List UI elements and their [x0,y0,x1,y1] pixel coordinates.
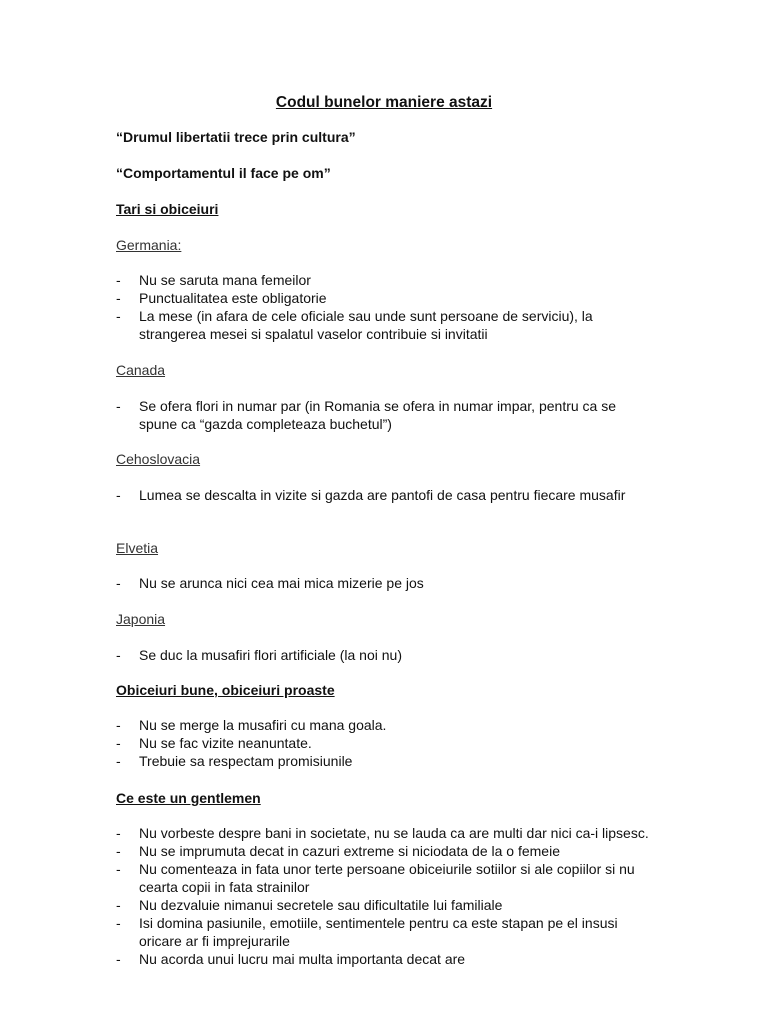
list-item [116,950,676,968]
bullet-dash: - [116,951,121,967]
list-item [116,271,676,289]
bullet-dash: - [116,398,121,414]
list-elvetia [116,574,676,592]
list-item-text: Se duc la musafiri flori artificiale (la noi nu) [139,647,402,663]
list-item [116,860,676,896]
list-item [116,486,676,504]
list-item [116,716,676,734]
list-obiceiuri [116,716,676,770]
bullet-dash: - [116,308,121,324]
list-item [116,307,676,343]
bullet-dash: - [116,735,121,751]
bullet-dash: - [116,575,121,591]
bullet-dash: - [116,487,121,503]
list-item-text: Nu acorda unui lucru mai multa importanta decat are [139,951,466,967]
list-item [116,397,676,433]
list-item [116,574,676,592]
list-item-text: Nu dezvaluie nimanui secretele sau dificultatile lui familiale [139,897,503,913]
country-heading-germania: Germania: [116,237,182,253]
list-item [116,289,676,307]
list-germania [116,271,676,343]
list-item-text: Nu se saruta mana femeilor [139,272,311,288]
list-item [116,824,676,842]
bullet-dash: - [116,290,121,306]
quote-behaviour: “Comportamentul il face pe om” [116,165,331,181]
bullet-dash: - [116,915,121,931]
quote-culture: “Drumul libertatii trece prin cultura” [116,129,356,145]
list-item-text: Nu se arunca nici cea mai mica mizerie pe jos [139,575,424,591]
bullet-dash: - [116,843,121,859]
list-item [116,896,676,914]
list-item-text: Nu se imprumuta decat in cazuri extreme si niciodata de la o femeie [139,843,560,859]
list-item [116,752,676,770]
list-japonia [116,646,676,664]
list-item-text: Nu se fac vizite neanuntate. [139,735,312,751]
section-heading-gentlemen: Ce este un gentlemen [116,790,261,806]
list-item [116,914,676,950]
bullet-dash: - [116,753,121,769]
list-item-text: Se ofera flori in numar par (in Romania se ofera in numar impar, pentru ca se spune ca “gazda completeaza buchetul”) [139,398,617,432]
bullet-dash: - [116,861,121,877]
list-item-text: Lumea se descalta in vizite si gazda are pantofi de casa pentru fiecare musafir [139,487,626,503]
list-item-text: Punctualitatea este obligatorie [139,290,327,306]
list-item-text: Nu comenteaza in fata unor terte persoane obiceiurile sotiilor si ale copiilor si nu cearta copii in fata strainilor [139,861,635,895]
country-heading-japonia: Japonia [116,611,166,627]
list-item-text: La mese (in afara de cele oficiale sau unde sunt persoane de serviciu), la strangerea mesei si spalatul vaselor contribuie si invitatii [139,308,593,342]
country-heading-elvetia: Elvetia [116,540,159,556]
section-heading-obiceiuri: Obiceiuri bune, obiceiuri proaste [116,682,335,698]
list-cehoslovacia [116,486,676,504]
section-heading-tari: Tari si obiceiuri [116,201,219,217]
country-heading-cehoslovacia: Cehoslovacia [116,451,201,467]
list-item-text: Nu vorbeste despre bani in societate, nu se lauda ca are multi dar nici ca-i lipsesc. [139,825,649,841]
bullet-dash: - [116,272,121,288]
list-item-text: Trebuie sa respectam promisiunile [139,753,353,769]
list-item-text: Nu se merge la musafiri cu mana goala. [139,717,387,733]
list-item-text: Isi domina pasiunile, emotiile, sentimentele pentru ca este stapan pe el insusi oricare ar fi imprejurarile [139,915,618,949]
bullet-dash: - [116,825,121,841]
bullet-dash: - [116,647,121,663]
list-item [116,734,676,752]
list-item [116,842,676,860]
bullet-dash: - [116,717,121,733]
list-gentlemen [116,824,676,968]
list-item [116,646,676,664]
list-canada [116,397,676,433]
bullet-dash: - [116,897,121,913]
document-title: Codul bunelor maniere astazi [275,94,493,111]
country-heading-canada: Canada [116,362,166,378]
